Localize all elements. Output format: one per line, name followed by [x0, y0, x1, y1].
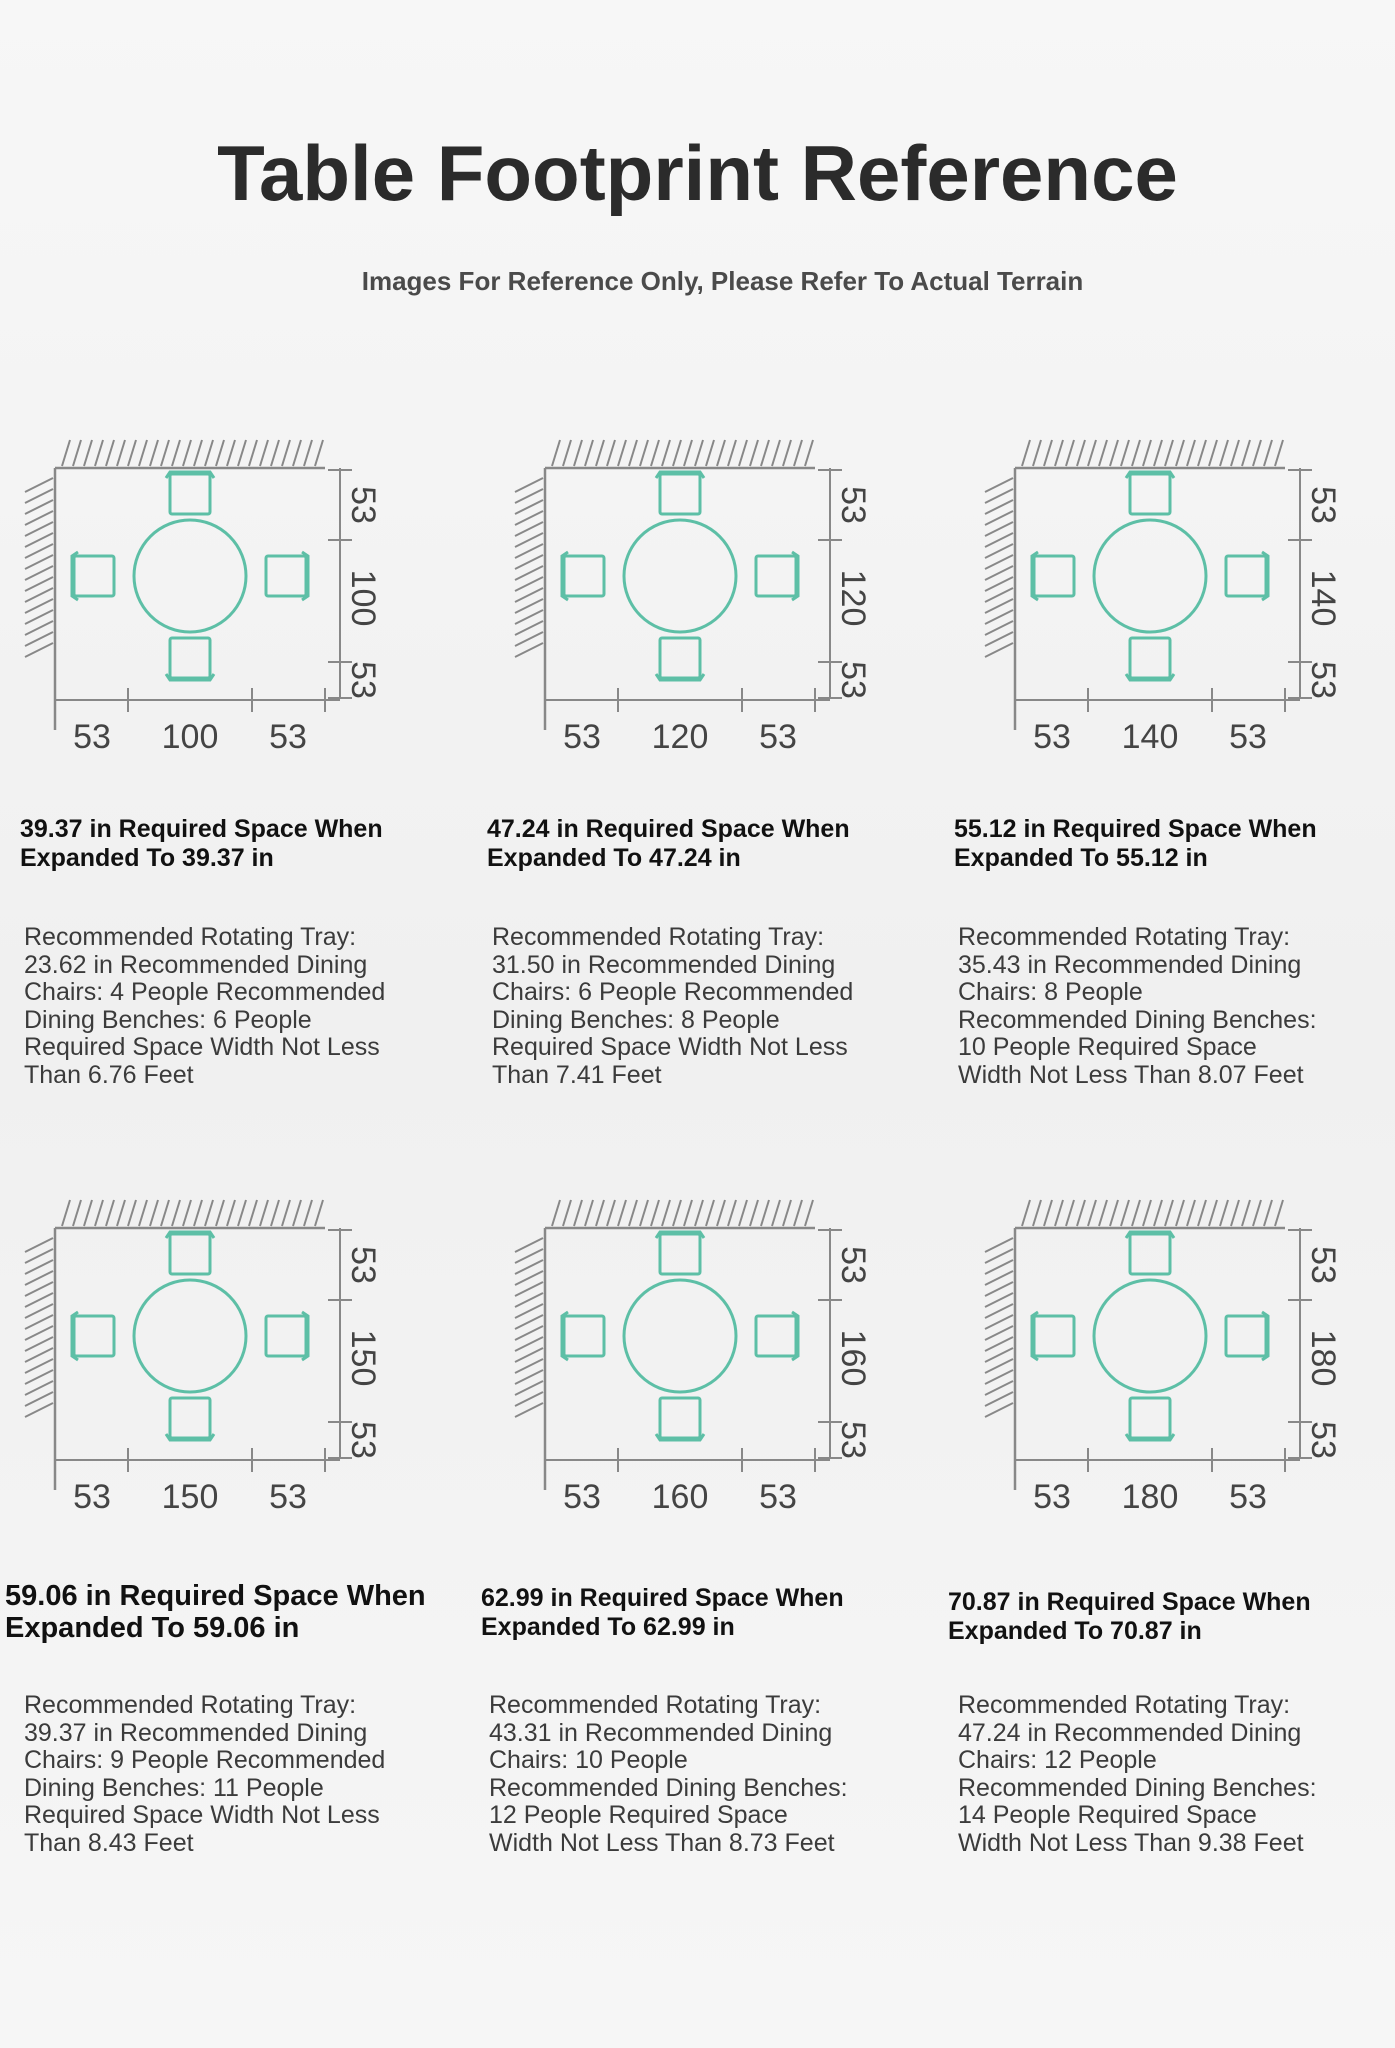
- dimension-label: 160: [651, 1478, 709, 1516]
- dimension-label: 53: [834, 486, 872, 524]
- chair: [660, 638, 700, 678]
- round-table: [1094, 520, 1206, 632]
- chair: [170, 638, 210, 678]
- table-with-chairs: [562, 1232, 798, 1440]
- panel-heading-6: [948, 1588, 1311, 1646]
- dimension-label: 180: [1304, 1329, 1342, 1387]
- dimension-label: 53: [1304, 1246, 1342, 1284]
- chair: [1034, 556, 1074, 596]
- chair: [1226, 556, 1266, 596]
- round-table: [1094, 1280, 1206, 1392]
- panel-heading-3: [954, 815, 1317, 873]
- dimension-label: 120: [651, 718, 709, 756]
- dimension-label: 53: [759, 718, 797, 756]
- table-with-chairs: [1032, 1232, 1268, 1440]
- chair: [266, 1316, 306, 1356]
- dimension-label: 53: [1304, 661, 1342, 699]
- floor-plan-diagram-6: [980, 1190, 1395, 1550]
- dimension-label: 140: [1304, 569, 1342, 627]
- desc-line: Width Not Less Than 8.73 Feet: [489, 1828, 835, 1857]
- dimension-label: 53: [1033, 718, 1071, 756]
- dimension-label: 53: [344, 1246, 382, 1284]
- chair: [1226, 1316, 1266, 1356]
- dimension-label: 140: [1121, 718, 1179, 756]
- wall-hatch: [515, 440, 815, 730]
- heading-line: Expanded To 62.99 in: [481, 1613, 735, 1641]
- dimension-label: 53: [563, 718, 601, 756]
- desc-line: 23.62 in Recommended Dining: [24, 950, 368, 979]
- heading-line: 59.06 in Required Space When: [5, 1580, 426, 1612]
- wall-hatch: [25, 1200, 325, 1490]
- floor-plan-diagram-1: [20, 430, 440, 790]
- heading-line: Expanded To 55.12 in: [954, 844, 1208, 872]
- desc-line: Recommended Dining Benches:: [489, 1773, 848, 1802]
- desc-line: Recommended Rotating Tray:: [958, 1691, 1291, 1719]
- chair: [564, 1316, 604, 1356]
- desc-line: 12 People Required Space: [489, 1801, 788, 1829]
- panel-heading-2: [487, 815, 850, 873]
- chair: [266, 556, 306, 596]
- desc-line: Recommended Dining Benches:: [958, 1005, 1317, 1034]
- round-table: [624, 520, 736, 632]
- table-with-chairs: [72, 1232, 308, 1440]
- desc-line: Dining Benches: 11 People: [24, 1773, 324, 1802]
- desc-line: Recommended Rotating Tray:: [958, 923, 1291, 951]
- dimension-label: 53: [73, 1478, 111, 1516]
- desc-line: Chairs: 4 People Recommended: [24, 978, 386, 1006]
- chair: [1130, 474, 1170, 514]
- chair: [170, 1234, 210, 1274]
- round-table: [624, 1280, 736, 1392]
- page-title: Table Footprint Reference: [217, 129, 1178, 217]
- dimension-label: 120: [834, 569, 872, 627]
- desc-line: Chairs: 8 People: [958, 978, 1143, 1006]
- panel-description-5: [489, 1692, 848, 1857]
- desc-line: Than 7.41 Feet: [492, 1060, 662, 1089]
- dimension-label: 53: [834, 1421, 872, 1459]
- page-subtitle: Images For Reference Only, Please Refer To Actual Terrain: [361, 266, 1084, 296]
- table-with-chairs: [562, 472, 798, 680]
- heading-line: 39.37 in Required Space When: [20, 815, 383, 843]
- dimension-label: 53: [563, 1478, 601, 1516]
- wall-hatch: [985, 1200, 1285, 1490]
- desc-line: Required Space Width Not Less: [492, 1033, 848, 1061]
- heading-line: Expanded To 59.06 in: [5, 1612, 300, 1644]
- desc-line: Recommended Rotating Tray:: [489, 1691, 822, 1719]
- chair: [1130, 1398, 1170, 1438]
- chair: [756, 1316, 796, 1356]
- dimension-label: 53: [834, 1246, 872, 1284]
- panel-heading-5: [481, 1584, 844, 1642]
- round-table: [134, 1280, 246, 1392]
- floor-plan-diagram-2: [510, 430, 930, 790]
- dimension-label: 53: [1229, 718, 1267, 756]
- desc-line: Recommended Rotating Tray:: [24, 923, 357, 951]
- wall-hatch: [25, 440, 325, 730]
- panel-heading-4: [5, 1580, 426, 1644]
- panel-description-4: [24, 1692, 385, 1857]
- dimension-label: 160: [834, 1329, 872, 1387]
- chair: [170, 1398, 210, 1438]
- floor-plan-diagram-5: [510, 1190, 930, 1550]
- chair: [564, 556, 604, 596]
- dimension-label: 100: [344, 569, 382, 627]
- desc-line: Dining Benches: 6 People: [24, 1005, 312, 1034]
- dimension-label: 53: [1304, 1421, 1342, 1459]
- chair: [1130, 1234, 1170, 1274]
- chair: [170, 474, 210, 514]
- panel-description-2: [492, 924, 853, 1089]
- chair: [660, 1234, 700, 1274]
- dimension-label: 53: [344, 661, 382, 699]
- dimension-label: 53: [344, 486, 382, 524]
- chair: [74, 556, 114, 596]
- dimension-label: 100: [161, 718, 219, 756]
- dimension-label: 53: [269, 1478, 307, 1516]
- heading-line: 47.24 in Required Space When: [487, 815, 850, 843]
- desc-line: Than 8.43 Feet: [24, 1828, 194, 1857]
- heading-line: 62.99 in Required Space When: [481, 1584, 844, 1612]
- chair: [660, 474, 700, 514]
- desc-line: Width Not Less Than 9.38 Feet: [958, 1828, 1304, 1857]
- heading-line: Expanded To 70.87 in: [948, 1617, 1202, 1645]
- dimension-label: 53: [269, 718, 307, 756]
- desc-line: Chairs: 9 People Recommended: [24, 1746, 386, 1774]
- dimension-label: 53: [344, 1421, 382, 1459]
- desc-line: Width Not Less Than 8.07 Feet: [958, 1060, 1304, 1089]
- dimension-label: 150: [344, 1329, 382, 1387]
- panel-description-1: [24, 924, 385, 1089]
- desc-line: Chairs: 10 People: [489, 1746, 688, 1774]
- heading-line: 70.87 in Required Space When: [948, 1588, 1311, 1616]
- chair: [74, 1316, 114, 1356]
- dimension-label: 53: [1304, 486, 1342, 524]
- dimension-label: 53: [73, 718, 111, 756]
- dimension-label: 53: [1229, 1478, 1267, 1516]
- desc-line: Chairs: 12 People: [958, 1746, 1157, 1774]
- chair: [1034, 1316, 1074, 1356]
- desc-line: Recommended Dining Benches:: [958, 1773, 1317, 1802]
- desc-line: Than 6.76 Feet: [24, 1060, 194, 1089]
- desc-line: 35.43 in Recommended Dining: [958, 950, 1302, 979]
- desc-line: Dining Benches: 8 People: [492, 1005, 780, 1034]
- desc-line: 43.31 in Recommended Dining: [489, 1718, 833, 1747]
- panel-description-3: [958, 924, 1317, 1089]
- table-with-chairs: [72, 472, 308, 680]
- panel-description-6: [958, 1692, 1317, 1857]
- round-table: [134, 520, 246, 632]
- desc-line: Chairs: 6 People Recommended: [492, 978, 854, 1006]
- heading-line: Expanded To 47.24 in: [487, 844, 741, 872]
- desc-line: 14 People Required Space: [958, 1801, 1257, 1829]
- desc-line: Recommended Rotating Tray:: [492, 923, 825, 951]
- desc-line: Required Space Width Not Less: [24, 1801, 380, 1829]
- heading-line: Expanded To 39.37 in: [20, 844, 274, 872]
- desc-line: 47.24 in Recommended Dining: [958, 1718, 1302, 1747]
- chair: [756, 556, 796, 596]
- dimension-label: 53: [1033, 1478, 1071, 1516]
- dimension-label: 53: [759, 1478, 797, 1516]
- dimension-label: 180: [1121, 1478, 1179, 1516]
- chair: [1130, 638, 1170, 678]
- desc-line: 39.37 in Recommended Dining: [24, 1718, 368, 1747]
- desc-line: Required Space Width Not Less: [24, 1033, 380, 1061]
- desc-line: 10 People Required Space: [958, 1033, 1257, 1061]
- desc-line: 31.50 in Recommended Dining: [492, 950, 836, 979]
- desc-line: Recommended Rotating Tray:: [24, 1691, 357, 1719]
- wall-hatch: [985, 440, 1285, 730]
- table-with-chairs: [1032, 472, 1268, 680]
- dimension-label: 53: [834, 661, 872, 699]
- heading-line: 55.12 in Required Space When: [954, 815, 1317, 843]
- wall-hatch: [515, 1200, 815, 1490]
- floor-plan-diagram-4: [20, 1190, 440, 1550]
- dimension-label: 150: [161, 1478, 219, 1516]
- floor-plan-diagram-3: [980, 430, 1395, 790]
- panel-heading-1: [20, 815, 383, 873]
- chair: [660, 1398, 700, 1438]
